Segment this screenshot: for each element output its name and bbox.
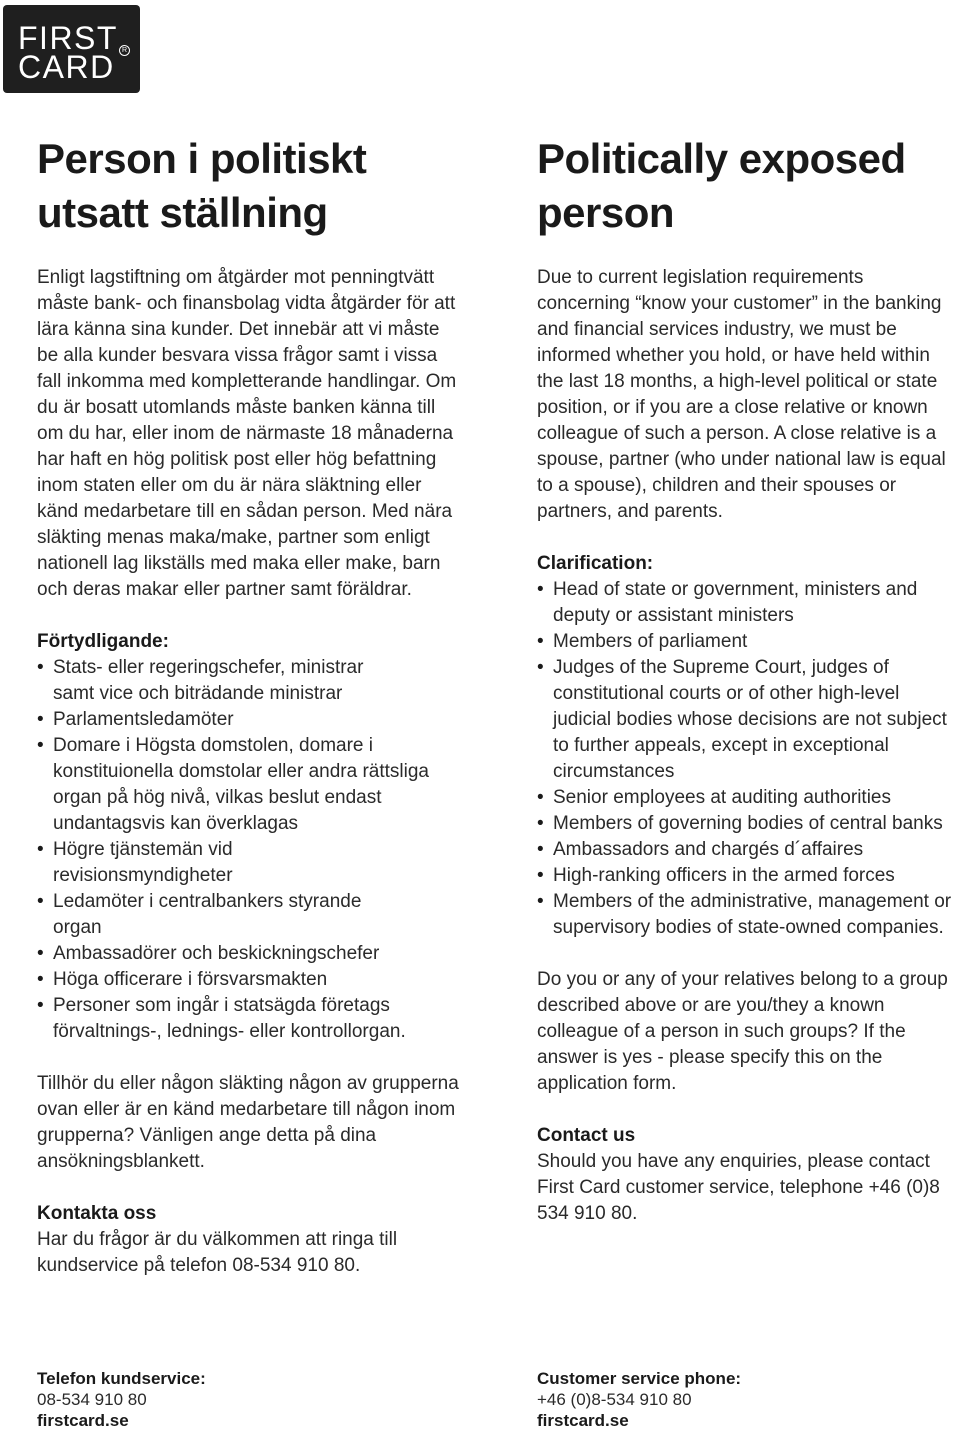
english-clarification-list <box>537 577 959 941</box>
list-item: • Members of governing bodies of central banks <box>537 811 959 837</box>
logo-line-1: FIRST <box>18 20 118 56</box>
list-item: • Judges of the Supreme Court, judges of constitutional courts or of other high-level judicial bodies whose decisions are not subject to further appeals, except in exceptional circumstances <box>537 655 959 785</box>
swedish-clarification-list <box>37 655 462 1045</box>
list-item: • Ambassadörer och beskickningschefer <box>37 941 462 967</box>
list-item: • Domare i Högsta domstolen, domare i konstituionella domstolar eller andra rättsliga organ på hög nivå, vilkas beslut endast undantagsvis kan överklagas <box>37 733 462 837</box>
swedish-question: Tillhör du eller någon släkting någon av grupperna ovan eller är en känd medarbetare till någon inom grupperna? Vänligen ange detta på dina ansökningsblankett. <box>37 1073 459 1172</box>
english-footer-website-link[interactable]: firstcard.se <box>537 1411 629 1430</box>
english-question: Do you or any of your relatives belong to a group described above or are you/they a known colleague of a person in such groups? If the answer is yes - please specify this on the application form. <box>537 969 948 1094</box>
english-footer <box>537 1368 741 1431</box>
list-item: • Ledamöter i centralbankers styrande organ <box>37 889 462 941</box>
swedish-body <box>37 265 462 1279</box>
logo-line-2: CARD <box>18 49 115 85</box>
list-item: • Personer som ingår i statsägda företags förvaltnings-, lednings- eller kontrollorgan. <box>37 993 462 1045</box>
english-title: Politically exposed person <box>537 135 906 236</box>
english-footer-phone: +46 (0)8-534 910 80 <box>537 1390 692 1409</box>
list-item: • Stats- eller regeringschefer, ministrar samt vice och biträdande ministrar <box>37 655 462 707</box>
swedish-contact-text: Har du frågor är du välkommen att ringa till kundservice på telefon 08-534 910 80. <box>37 1229 398 1276</box>
list-item: • Head of state or government, ministers and deputy or assistant ministers <box>537 577 959 629</box>
english-contact-text: Should you have any enquiries, please contact First Card customer service, telephone +46 (0)8 534 910 80. <box>537 1151 940 1224</box>
english-intro: Due to current legislation requirements concerning “know your customer” in the banking and financial services industry, we must be informed whether you hold, or have held within the last 18 months, a high-level political or state position, or if you are a close relative or known colleague of such a person. A close relative is a spouse, partner (who under national law is equal to a spouse), children and their spouses or partners, and parents. <box>537 267 946 522</box>
swedish-footer-phone: 08-534 910 80 <box>37 1390 147 1409</box>
list-item: • High-ranking officers in the armed forces <box>537 863 959 889</box>
english-clarification-heading: Clarification: <box>537 553 654 574</box>
registered-mark-icon: R <box>119 45 130 56</box>
swedish-contact-heading: Kontakta oss <box>37 1203 157 1224</box>
english-footer-title: Customer service phone: <box>537 1369 742 1388</box>
swedish-footer-title: Telefon kundservice: <box>37 1369 206 1388</box>
swedish-clarification-heading: Förtydligande: <box>37 631 169 652</box>
swedish-footer-website-link[interactable]: firstcard.se <box>37 1411 129 1430</box>
list-item: • Members of the administrative, management or supervisory bodies of state-owned companies. <box>537 889 959 941</box>
swedish-footer <box>37 1368 206 1431</box>
list-item: • Höga officerare i försvarsmakten <box>37 967 462 993</box>
list-item: • Ambassadors and chargés d´affaires <box>537 837 959 863</box>
swedish-intro: Enligt lagstiftning om åtgärder mot penningtvätt måste bank- och finansbolag vidta åtgärder för att lära känna sina kunder. Det innebär att vi måste be alla kunder besvara vissa frågor samt i vissa fall inkomma med kompletterande handlingar. Om du är bosatt utomlands måste banken känna till om du har, eller inom de närmaste 18 månaderna har haft en hög politisk post eller hög befattning inom staten eller om du är nära släktning eller känd medarbetare till en sådan person. Med nära släkting menas maka/make, partner som enligt nationell lag likställs med maka eller make, barn och deras makar eller partner samt föräldrar. <box>37 267 457 600</box>
english-contact-heading: Contact us <box>537 1125 636 1146</box>
list-item: • Members of parliament <box>537 629 959 655</box>
list-item: • Parlamentsledamöter <box>37 707 462 733</box>
english-body <box>537 265 959 1227</box>
list-item: • Högre tjänstemän vid revisionsmyndigheter <box>37 837 462 889</box>
swedish-title: Person i politiskt utsatt ställning <box>37 135 367 236</box>
list-item: • Senior employees at auditing authorities <box>537 785 959 811</box>
first-card-logo <box>3 5 140 93</box>
